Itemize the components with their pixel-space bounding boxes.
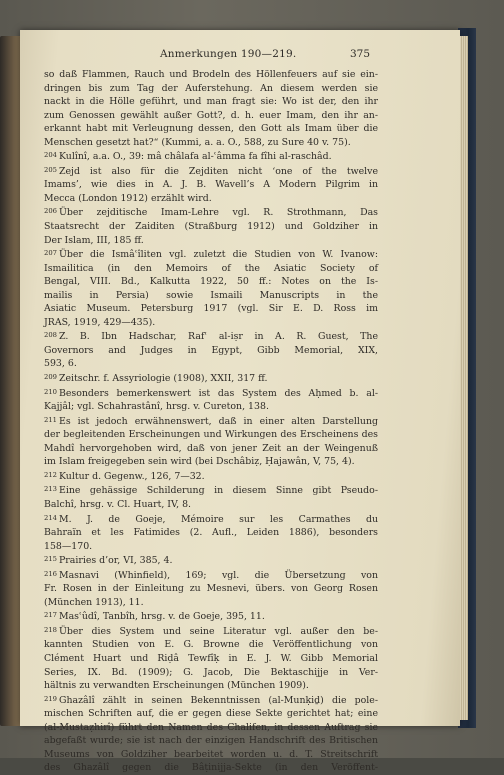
line-text: Fr. Rosen in der Einleitung zu Mesnevi, übers. von Georg Rosen: [44, 583, 378, 595]
text-line: [44, 164, 378, 179]
line-text: Bahraïn et les Fatimides (2. Aufl., Leiden 1886), besonders: [44, 527, 378, 539]
line-text: Balchî, hrsg. v. Cl. Huart, IV, 8.: [44, 498, 192, 510]
page-number: 375: [349, 48, 370, 60]
line-text: (München 1913), 11.: [44, 596, 144, 608]
text-line: [44, 344, 378, 358]
line-text: im Islam freigegeben sein wird (bei Dschâbiẓ, Ḥajawân, V, 75, 4).: [44, 456, 355, 468]
line-text: Menschen gesetzt hat?“ (Kummi, a. a. O., 588, zu Sure 40 v. 75).: [44, 136, 351, 148]
line-text: JRAS, 1919, 429—435).: [44, 316, 156, 328]
line-text: nackt in die Hölle geführt, und man fragt sie: Wo ist der, den ihr: [44, 96, 378, 108]
text-line: [44, 455, 378, 469]
line-text: zum Genossen gewählt außer Gott?, d. h. euer Imam, den ihr an-: [44, 109, 378, 121]
line-text: Asiatic Museum. Petersburg 1917 (vgl. Sir E. D. Ross im: [44, 303, 378, 315]
line-text: Series, IX. Bd. (1909); G. Jacob, Die Bektaschijje in Ver-: [44, 666, 378, 678]
footnote-number: 211: [44, 415, 57, 424]
footnote-number: 217: [44, 611, 57, 620]
text-line: [44, 205, 378, 220]
footnote-number: 218: [44, 625, 57, 634]
text-line: [44, 707, 378, 721]
text-line: [44, 302, 378, 316]
footnotes-text: [44, 68, 378, 775]
text-line: [44, 428, 378, 442]
line-text: M. J. de Goeje, Mémoire sur les Carmathes du: [58, 513, 378, 525]
text-line: [44, 748, 378, 762]
footnote-number: 207: [44, 249, 57, 258]
text-line: [44, 82, 378, 96]
line-text: des Ghazâlî gegen die Bâṭinijja-Sekte (in den Veröffent-: [44, 762, 378, 774]
line-text: Über zejditische Imam-Lehre vgl. R. Strothmann, Das: [58, 207, 378, 219]
text-line: [44, 721, 378, 735]
line-text: mischen Schriften auf, die er gegen diese Sekte gerichtet hat; eine: [44, 708, 378, 720]
footnote-number: 208: [44, 331, 57, 340]
text-line: [44, 442, 378, 456]
footnote-number: 209: [44, 373, 57, 382]
text-line: [44, 400, 378, 414]
text-line: [44, 122, 378, 136]
text-line: [44, 68, 378, 82]
line-text: 158—170.: [44, 540, 93, 552]
text-line: [44, 329, 378, 344]
footnote-number: 206: [44, 207, 57, 216]
text-line: [44, 734, 378, 748]
text-line: [44, 526, 378, 540]
text-line: [44, 192, 378, 206]
text-line: [44, 483, 378, 498]
text-line: [44, 234, 378, 248]
text-line: [44, 582, 378, 596]
text-line: [44, 357, 378, 371]
running-title: Anmerkungen 190—219.: [160, 48, 297, 60]
text-line: [44, 262, 378, 276]
text-line: [44, 693, 378, 708]
text-line: [44, 414, 378, 429]
footnote-number: 213: [44, 485, 57, 494]
text-line: [44, 220, 378, 234]
text-line: [44, 136, 378, 150]
line-text: erkannt habt mit Verleugnung dessen, den Gott als Imam über die: [44, 123, 378, 135]
text-line: [44, 666, 378, 680]
line-text: Über dies System und seine Literatur vgl. außer den be-: [58, 625, 378, 637]
line-text: Kulînî, a.a. O., 39: mâ châlafa al-ʿâmma fa fîhi al-raschâd.: [58, 151, 332, 163]
line-text: kannten Studien von E. G. Browne die Veröffentlichung von: [44, 639, 378, 651]
text-line: [44, 149, 378, 164]
line-text: Mecca (London 1912) erzählt wird.: [44, 192, 212, 204]
footnote-number: 205: [44, 165, 57, 174]
line-text: Imams’, wie dies in A. J. B. Wavell’s A Modern Pilgrim in: [44, 179, 378, 191]
text-line: [44, 95, 378, 109]
line-text: abgefaßt wurde; sie ist nach der einzigen Handschrift des Britischen: [44, 735, 378, 747]
line-text: dringen bis zum Tag der Auferstehung. An diesem werden sie: [44, 82, 378, 94]
text-line: [44, 386, 378, 401]
line-text: Zeitschr. f. Assyriologie (1908), XXII, 317 ff.: [58, 373, 268, 385]
footnote-number: 210: [44, 387, 57, 396]
text-line: [44, 316, 378, 330]
text-line: [44, 178, 378, 192]
text-line: [44, 289, 378, 303]
text-line: [44, 638, 378, 652]
text-line: [44, 652, 378, 666]
text-line: [44, 371, 378, 386]
text-line: [44, 512, 378, 527]
book-spine-left: [0, 36, 22, 726]
line-text: Über die Ismâʿîliten vgl. zuletzt die Studien von W. Ivanow:: [58, 249, 378, 261]
line-text: Prairies d’or, VI, 385, 4.: [58, 555, 173, 567]
line-text: Besonders bemerkenswert ist das System des Aḥmed b. al-: [58, 387, 378, 399]
text-line: [44, 761, 378, 775]
text-line: [44, 275, 378, 289]
line-text: Kultur d. Gegenw., 126, 7—32.: [58, 470, 205, 482]
line-text: so daß Flammen, Rauch und Brodeln des Höllenfeuers auf sie ein-: [44, 69, 378, 80]
text-line: [44, 553, 378, 568]
line-text: Kajjâl; vgl. Schahrastânî, hrsg. v. Cureton, 138.: [44, 401, 269, 413]
footnote-number: 216: [44, 569, 57, 578]
page-edges: [460, 36, 468, 720]
line-text: 593, 6.: [44, 358, 77, 370]
line-text: Eine gehässige Schilderung in diesem Sinne gibt Pseudo-: [58, 485, 378, 497]
line-text: hältnis zu verwandten Erscheinungen (München 1909).: [44, 680, 309, 692]
line-text: Ghazâlî zählt in seinen Bekenntnissen (al-Munḳiḏ) die pole-: [58, 694, 378, 706]
text-line: [44, 540, 378, 554]
line-text: Clément Huart und Riḍâ Tewfîḳ in E. J. W. Gibb Memorial: [44, 652, 378, 664]
line-text: Ismailitica (in den Memoirs of the Asiatic Society of: [44, 262, 378, 274]
footnote-number: 219: [44, 694, 57, 703]
footnote-number: 214: [44, 513, 57, 522]
line-text: (al-Mustaẓhirî) führt den Namen des Chalifen, in dessen Auftrag sie: [44, 721, 378, 733]
footnote-number: 204: [44, 151, 57, 160]
text-line: [44, 247, 378, 262]
line-text: mailis in Persia) sowie Ismaili Manuscripts in the: [44, 289, 378, 301]
line-text: Der Islam, III, 185 ff.: [44, 234, 144, 246]
text-line: [44, 498, 378, 512]
line-text: Museums von Goldziher bearbeitet worden u. d. T. Streitschrift: [44, 748, 378, 760]
text-line: [44, 469, 378, 484]
text-line: [44, 109, 378, 123]
line-text: Mahdî hervorgehoben wird, daß von jener Zeit an der Weingenuß: [44, 442, 378, 454]
text-line: [44, 596, 378, 610]
footnote-number: 215: [44, 555, 57, 564]
text-line: [44, 568, 378, 583]
page-header: [40, 48, 370, 60]
text-line: [44, 609, 378, 624]
line-text: Bengal, VIII. Bd., Kalkutta 1922, 50 ff.: Notes on the Is-: [44, 276, 378, 288]
line-text: Es ist jedoch erwähnenswert, daß in einer alten Darstellung: [58, 415, 378, 427]
line-text: Governors and Judges in Egypt, Gibb Memorial, XIX,: [44, 344, 378, 356]
line-text: Masʿûdî, Tanbîh, hrsg. v. de Goeje, 395, 11.: [58, 611, 265, 623]
footnote-number: 212: [44, 470, 57, 479]
line-text: Masnavi (Whinfield), 169; vgl. die Übersetzung von: [58, 569, 378, 581]
line-text: Zejd ist also für die Zejditen nicht ‘one of the twelve: [58, 165, 378, 177]
line-text: Staatsrecht der Zaiditen (Straßburg 1912) und Goldziher in: [44, 221, 378, 233]
text-line: [44, 679, 378, 693]
text-line: [44, 624, 378, 639]
line-text: der begleitenden Erscheinungen und Wirkungen des Erscheinens des: [44, 429, 378, 441]
line-text: Z. B. Ibn Hadschar, Rafʿ al-iṣr in A. R. Guest, The: [58, 331, 378, 343]
